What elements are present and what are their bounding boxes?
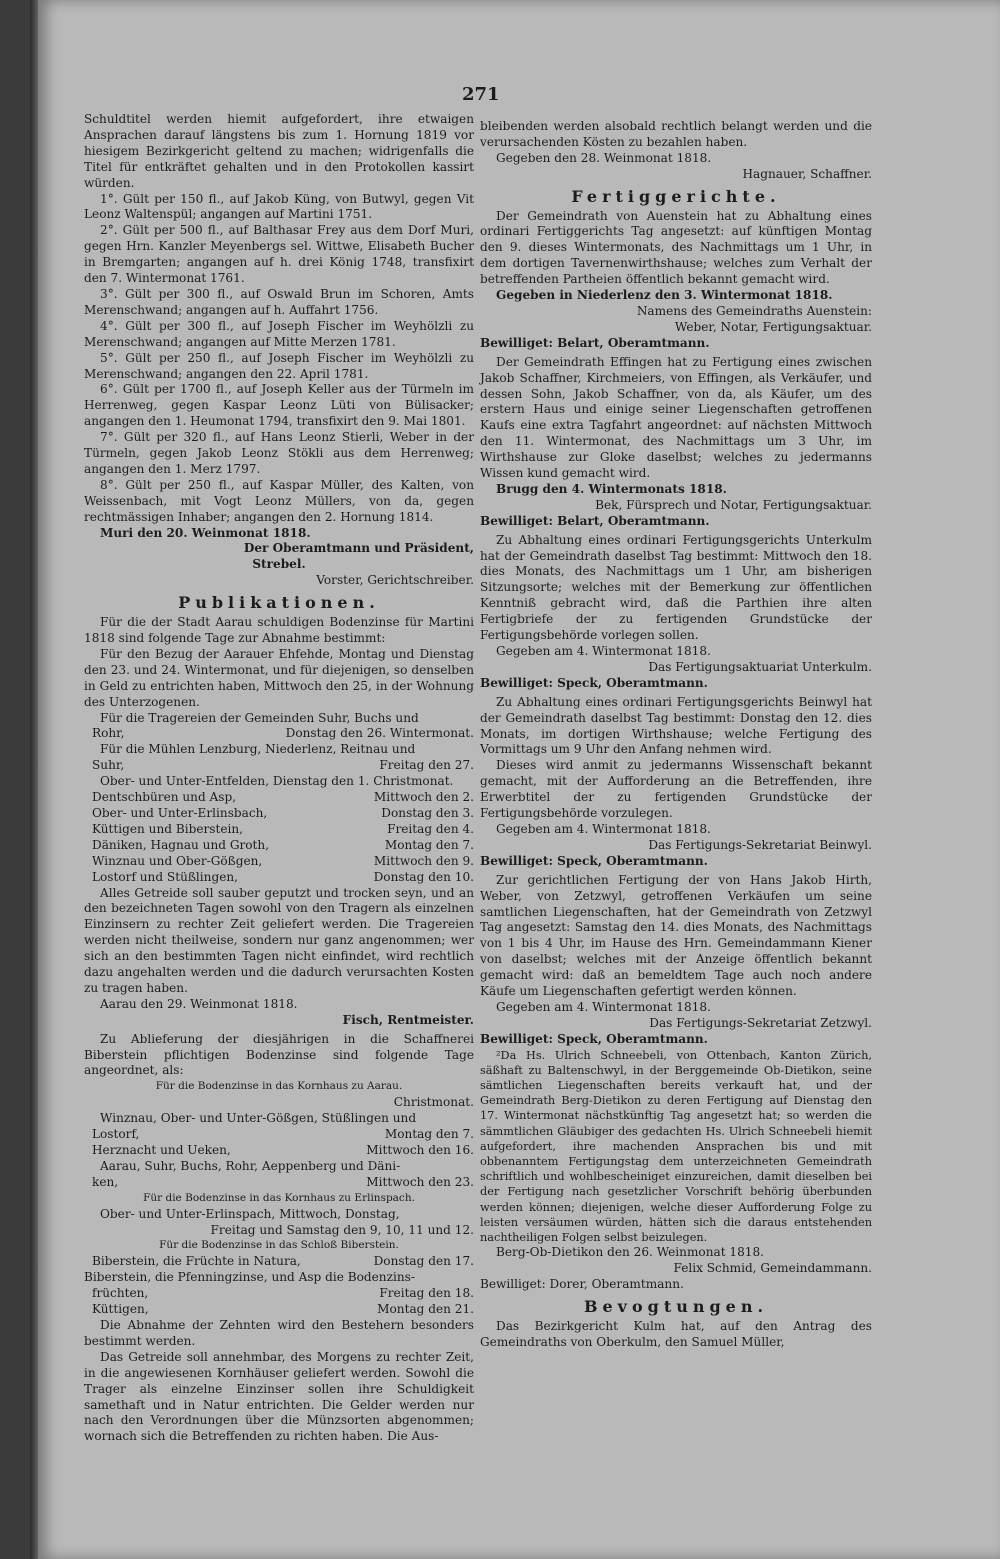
kuettigen-row: [84, 1302, 474, 1318]
winznau-place: Lostorf,: [92, 1127, 140, 1142]
note-kornhaus-aarau: Für die Bodenzinse in das Kornhaus zu Aarau.: [155, 1080, 403, 1093]
pub-muehl-place: Suhr,: [92, 758, 125, 773]
effingen-paragraph: Der Gemeindrath Effingen hat zu Fertigung eines zwischen Jakob Schaffner, Kirchmeiers, von Effingen, als Verkäufer, und dessen Sohn, Jakob Schaffner, von da, als Käufer, um des erstern Haus und einige seiner Liegenschaften getroffenen Kaufs eine extra Tagfahrt angeordnet: auf nächsten Mittwoch den 11. Wintermonat, des Nachmittags um 3 Uhr, im Wirthshause zur Gloke daselbst; welches zu jedermanns Wissen kund gemacht wird.: [480, 354, 872, 481]
schedule-row: [84, 854, 474, 870]
schedule-day: Mittwoch den 2.: [373, 790, 474, 805]
bevogtungen-heading: Bevogtungen.: [583, 1297, 769, 1317]
schedule-row: [84, 806, 474, 822]
auenstein-paragraph: Der Gemeindrath von Auenstein hat zu Abhaltung eines ordinari Fertiggerichts Tag angesetzt: auf künftigen Montag den 9. dieses Wintermonats, des Nachmittags um 1 Uhr, in dem dortigen Tavernenwirthshause; welches zum Verhalt der betreffenden Partheien öffentlich bekannt gemacht wird.: [480, 208, 872, 287]
suhr-row: [84, 1175, 474, 1191]
suhr-line: Aarau, Suhr, Buchs, Rohr, Aeppenberg und Däni-: [100, 1158, 401, 1173]
getreide-end-paragraph: Das Getreide soll annehmbar, des Morgens zu rechter Zeit, in die angewiesenen Kornhäuser geliefert werden. Sowohl die Trager als einzelne Einzinser sollen ihre Schuldigkeit samethaft und in Natur entrichten. Die Gelder werden nur nach den Verordnungen über die Münzsorten abgenommen; wornach sich die Betreffenden zu richten haben. Die Aus-: [84, 1349, 474, 1444]
winznau-line: Winznau, Ober- und Unter-Gößgen, Stüßlingen und: [100, 1111, 417, 1126]
pub-trag-day: Donstag den 26. Wintermonat.: [285, 726, 474, 741]
right-column: [480, 119, 872, 1351]
guelt-5: 5°. Gült per 250 fl., auf Joseph Fischer im Weyhölzli zu Merenschwand; angangen den 22. April 1781.: [84, 350, 474, 381]
left-column: [84, 112, 474, 1445]
pub-trag-place: Rohr,: [92, 726, 125, 741]
ablieferung-paragraph: Zu Ablieferung der diesjährigen in die Schaffnerei Biberstein pflichtigen Bodenzinse sind folgende Tage angeordnet, als:: [84, 1031, 474, 1078]
signature-president: Der Oberamtmann und Präsident,: [243, 541, 474, 556]
schedule-row: [84, 838, 474, 854]
suhr-place: ken,: [92, 1174, 119, 1189]
hirth-paragraph: Zur gerichtlichen Fertigung der von Hans Jakob Hirth, Weber, von Zetzwyl, getroffenen Verkäufen um seine samtlichen Liegenschaften, hat der Gemeindrath von Zetzwyl Tag angesetzt: Samstag den 14. dies Monats, des Nachmittags von 1 bis 4 Uhr, im Hause des Hrn. Gemeindammann Kiener von daselbst; welches mit der Anzeige öffentlich bekannt gemacht wird: daß an bemeldtem Tage auch noch andere Käufe um Liegenschaften gefertigt werden können.: [480, 872, 872, 999]
winznau-day: Montag den 7.: [384, 1127, 474, 1142]
suhr-day: Mittwoch den 23.: [366, 1174, 474, 1189]
guelt-1: 1°. Gült per 150 fl., auf Jakob Küng, von Butwyl, gegen Vit Leonz Waltenspül; angangen auf Martini 1751.: [84, 191, 474, 222]
guelt-2: 2°. Gült per 500 fl., auf Balthasar Frey aus dem Dorf Muri, gegen Hrn. Kanzler Meyenbergs sel. Wittwe, Elisabeth Bucher in Bremgarten; angangen auf h. drei König 1748, transfixirt den 7. Wintermonat 1761.: [84, 223, 474, 286]
pub-trag-line: Für die Tragereien der Gemeinden Suhr, Buchs und: [100, 710, 419, 725]
biberstein-place-1: Biberstein, die Früchte in Natura,: [92, 1254, 301, 1269]
note-kornhaus-erlinspach: Für die Bodenzinse in das Kornhaus zu Erlinspach.: [143, 1191, 415, 1204]
pub-schedule: [84, 790, 474, 885]
herznacht-place: Herznacht und Ueken,: [92, 1143, 231, 1157]
intro-paragraph: Schuldtitel werden hiemit aufgefordert, ihre etwaigen Ansprachen darauf längstens bis zum 1. Hornung 1819 vor hiesigem Bezirkgericht geltend zu machen; widrigenfalls die Titel für entkräftet gehalten und in den Protokollen kassirt würden.: [84, 112, 474, 190]
signature-fisch: Fisch, Rentmeister.: [342, 1012, 474, 1027]
erlinspach-days: Freitag und Samstag den 9, 10, 11 und 12.: [210, 1222, 474, 1237]
biberstein-place-2: früchten,: [92, 1286, 149, 1301]
fertiggerichte-heading: Fertiggerichte.: [571, 186, 781, 206]
unterkulm-paragraph: Zu Abhaltung eines ordinari Fertigungsgerichts Unterkulm hat der Gemeindrath daselbst Tag bestimmt: Mittwoch den 18. dies Monats, des Nachmittags um 1 Uhr, am bisherigen Sitzungsorte; welches mit der Bemerkung zur öffentlichen Kenntniß gebracht wird, daß die Parthien ihre alten Fertigbriefe der zu fertigenden Grundstücke der Fertigungsbehörde vorlegen sollen.: [480, 532, 872, 643]
schedule-place: Dentschbüren und Asp,: [92, 790, 237, 805]
beinwyl-paragraph-2: Dieses wird anmit zu jedermanns Wissenschaft bekannt gemacht, mit der Aufforderung an die Betreffenden, ihre Erwerbtitel der zu fertigenden Grundstücke der Fertigungsbehörde vorzulegen.: [480, 758, 872, 821]
winznau-row: [84, 1127, 474, 1143]
herznacht-day: Mittwoch den 16.: [366, 1143, 474, 1157]
beinwyl-paragraph: Zu Abhaltung eines ordinari Fertigungsgerichts Beinwyl hat der Gemeindrath daselbst Tag bestimmt: Donstag den 12. dies Monats, im dortigen Wirthshause; welche Fertigung des Vormittags um 9 Uhr den Anfang nehmen wird.: [480, 694, 872, 757]
pub-muehl-line: Für die Mühlen Lenzburg, Niederlenz, Reitnau und: [100, 742, 416, 757]
schedule-place: Lostorf und Stüßlingen,: [92, 869, 238, 884]
auenstein-signature-2: Weber, Notar, Fertigungsaktuar.: [674, 319, 872, 334]
bewilliget-2: Bewilliget: Belart, Oberamtmann.: [480, 513, 710, 528]
christmonat-label: Christmonat.: [393, 1095, 474, 1110]
bevogtungen-paragraph: Das Bezirkgericht Kulm hat, auf den Antrag des Gemeindraths von Oberkulm, den Samuel Müller,: [480, 1318, 872, 1349]
pub-trag-row: [84, 726, 474, 742]
pub-intro: Für die der Stadt Aarau schuldigen Bodenzinse für Martini 1818 sind folgende Tage zur Abnahme bestimmt:: [84, 615, 474, 645]
bewilliget-6: Bewilliget: Dorer, Oberamtmann.: [480, 1277, 684, 1292]
signature-clerk: Vorster, Gerichtschreiber.: [316, 573, 474, 588]
zetzwyl-date: Gegeben am 4. Wintermonat 1818.: [496, 999, 711, 1014]
schedule-row: [84, 822, 474, 838]
guelt-4: 4°. Gült per 300 fl., auf Joseph Fischer im Weyhölzli zu Merenschwand; angangen auf Mitte Merzen 1781.: [84, 318, 474, 349]
schedule-place: Winznau und Ober-Gößgen,: [92, 853, 263, 868]
guelt-8: 8°. Gült per 250 fl., auf Kaspar Müller, des Kalten, von Weissenbach, mit Vogt Leonz Müllers, von da, gegen rechtmässigen Inhaber; angangen den 2. Hornung 1814.: [84, 477, 474, 524]
guelt-7: 7°. Gült per 320 fl., auf Hans Leonz Stierli, Weber in der Türmeln, gegen Jakob Leonz Stökli aus dem Herrenweg; angangen den 1. Merz 1797.: [84, 430, 474, 476]
bewilliget-5: Bewilliget: Speck, Oberamtmann.: [480, 1031, 708, 1046]
kuettigen-day: Montag den 21.: [377, 1302, 474, 1317]
schedule-place: Küttigen und Biberstein,: [92, 821, 244, 836]
aarau-date: Aarau den 29. Weinmonat 1818.: [100, 996, 298, 1011]
schedule-day: Donstag den 10.: [373, 869, 474, 884]
auenstein-date: Gegeben in Niederlenz den 3. Wintermonat 1818.: [496, 288, 833, 303]
schedule-place: Ober- und Unter-Erlinsbach,: [92, 805, 268, 820]
schedule-day: Freitag den 4.: [387, 821, 474, 836]
schedule-row: [84, 870, 474, 886]
signature-hagnauer: Hagnauer, Schaffner.: [742, 166, 872, 181]
effingen-date: Brugg den 4. Wintermonats 1818.: [496, 481, 727, 496]
schedule-day: Mittwoch den 9.: [373, 853, 474, 868]
auenstein-signature-1: Namens des Gemeindraths Auenstein:: [636, 303, 872, 318]
hagnauer-date: Gegeben den 28. Weinmonat 1818.: [496, 150, 712, 165]
pub-getreide: Alles Getreide soll sauber geputzt und trocken seyn, und an den bezeichneten Tagen sowohl von den Tragern als einzelnen Einzinsern zu rechter Zeit geliefert werden. Die Tragereien werden nicht theilweise, sondern nur ganz angenommen; wer sich an den bestimmten Tagen nicht einfindet, wird rechtlich dazu angehalten werden und die dadurch verursachten Kosten zu tragen haben.: [84, 885, 474, 995]
pub-ober: Ober- und Unter-Entfelden, Dienstag den 1. Christmonat.: [100, 774, 454, 789]
schedule-row: [84, 790, 474, 806]
beinwyl-date: Gegeben am 4. Wintermonat 1818.: [496, 821, 711, 836]
schedule-day: Montag den 7.: [384, 837, 474, 852]
biberstein-row-1: [84, 1254, 474, 1270]
bewilliget-4: Bewilliget: Speck, Oberamtmann.: [480, 853, 708, 868]
biberstein-day-1: Donstag den 17.: [373, 1254, 474, 1269]
unterkulm-date: Gegeben am 4. Wintermonat 1818.: [496, 644, 711, 658]
pub-muehl-row: [84, 758, 474, 774]
page-number: 271: [462, 84, 500, 105]
berg-dietikon-signature: Felix Schmid, Gemeindammann.: [673, 1261, 872, 1276]
erlinspach-line: Ober- und Unter-Erlinspach, Mittwoch, Donstag,: [100, 1206, 400, 1221]
zetzwyl-signature: Das Fertigungs-Sekretariat Zetzwyl.: [649, 1015, 872, 1030]
pub-muehl-day: Freitag den 27.: [379, 758, 474, 773]
zehnten-paragraph: Die Abnahme der Zehnten wird den Bestehern besonders bestimmt werden.: [84, 1317, 474, 1348]
guelt-6: 6°. Gült per 1700 fl., auf Joseph Keller aus der Türmeln im Herrenweg, gegen Kaspar Leonz Lüti von Bülisacker; angangen den 1. Heumonat 1794, transfixirt den 9. Mai 1801.: [84, 382, 474, 429]
bewilliget-3: Bewilliget: Speck, Oberamtmann.: [480, 675, 708, 690]
schneebeli-paragraph: ²Da Hs. Ulrich Schneebeli, von Ottenbach, Kanton Zürich, säßhaft zu Baltenschwyl, in der Berggemeinde Ob-Dietikon, seine sämtlichen Liegenschaften bereits verkauft hat, und der Gemeindrath Berg-Dietikon zu deren Fertigung auf Dienstag den 17. Wintermonat nächstkünftig Tag angesetzt hat; so werden die sämmtlichen Gläubiger des gedachten Hs. Ulrich Schneebeli hiemit aufgefordert, ihre machenden Ansprachen bis und mit obbenanntem Fertigungstag dem unterzeichneten Gemeindrath schriftlich und wohlbescheiniget einzureichen, damit dieselben bei der Fertigung nach gesetzlicher Vorschrift behörig überbunden werden können; diejenigen, welche dieser Aufforderung Folge zu leisten versäumen würden, hätten sich die daraus entstehenden nachtheiligen Folgen selbst beizulegen.: [480, 1048, 872, 1245]
biberstein-row-2: [84, 1286, 474, 1302]
publikationen-heading: Publikationen.: [178, 593, 380, 613]
biberstein-line-2: Biberstein, die Pfenningzinse, und Asp die Bodenzins-: [84, 1270, 415, 1285]
effingen-signature: Bek, Fürsprech und Notar, Fertigungsaktuar.: [595, 497, 872, 512]
unterkulm-signature: Das Fertigungsaktuariat Unterkulm.: [648, 659, 872, 674]
biberstein-day-2: Freitag den 18.: [379, 1286, 474, 1301]
guelt-3: 3°. Gült per 300 fl., auf Oswald Brun im Schoren, Amts Merenschwand; angangen auf h. Auffahrt 1756.: [84, 286, 474, 317]
kuettigen-place: Küttigen,: [92, 1302, 149, 1317]
berg-dietikon-date: Berg-Ob-Dietikon den 26. Weinmonat 1818.: [496, 1245, 765, 1260]
continuation-paragraph: bleibenden werden alsobald rechtlich belangt werden und die verursachenden Kösten zu bezahlen haben.: [480, 119, 872, 149]
schedule-day: Donstag den 3.: [381, 805, 474, 820]
beinwyl-signature: Das Fertigungs-Sekretariat Beinwyl.: [648, 837, 872, 852]
herznacht-row: [84, 1143, 474, 1159]
pub-bezug: Für den Bezug der Aarauer Ehfehde, Montag und Dienstag den 23. und 24. Wintermonat, und für diejenigen, so denselben in Geld zu entrichten haben, Mittwoch den 25, in der Wohnung des Unterzogenen.: [84, 646, 474, 709]
signature-strebel: Strebel.: [252, 557, 306, 572]
muri-date: Muri den 20. Weinmonat 1818.: [100, 525, 311, 540]
note-schloss-biberstein: Für die Bodenzinse in das Schloß Biberstein.: [159, 1239, 399, 1252]
bewilliget-1: Bewilliget: Belart, Oberamtmann.: [480, 335, 710, 350]
schedule-place: Däniken, Hagnau und Groth,: [92, 837, 270, 852]
